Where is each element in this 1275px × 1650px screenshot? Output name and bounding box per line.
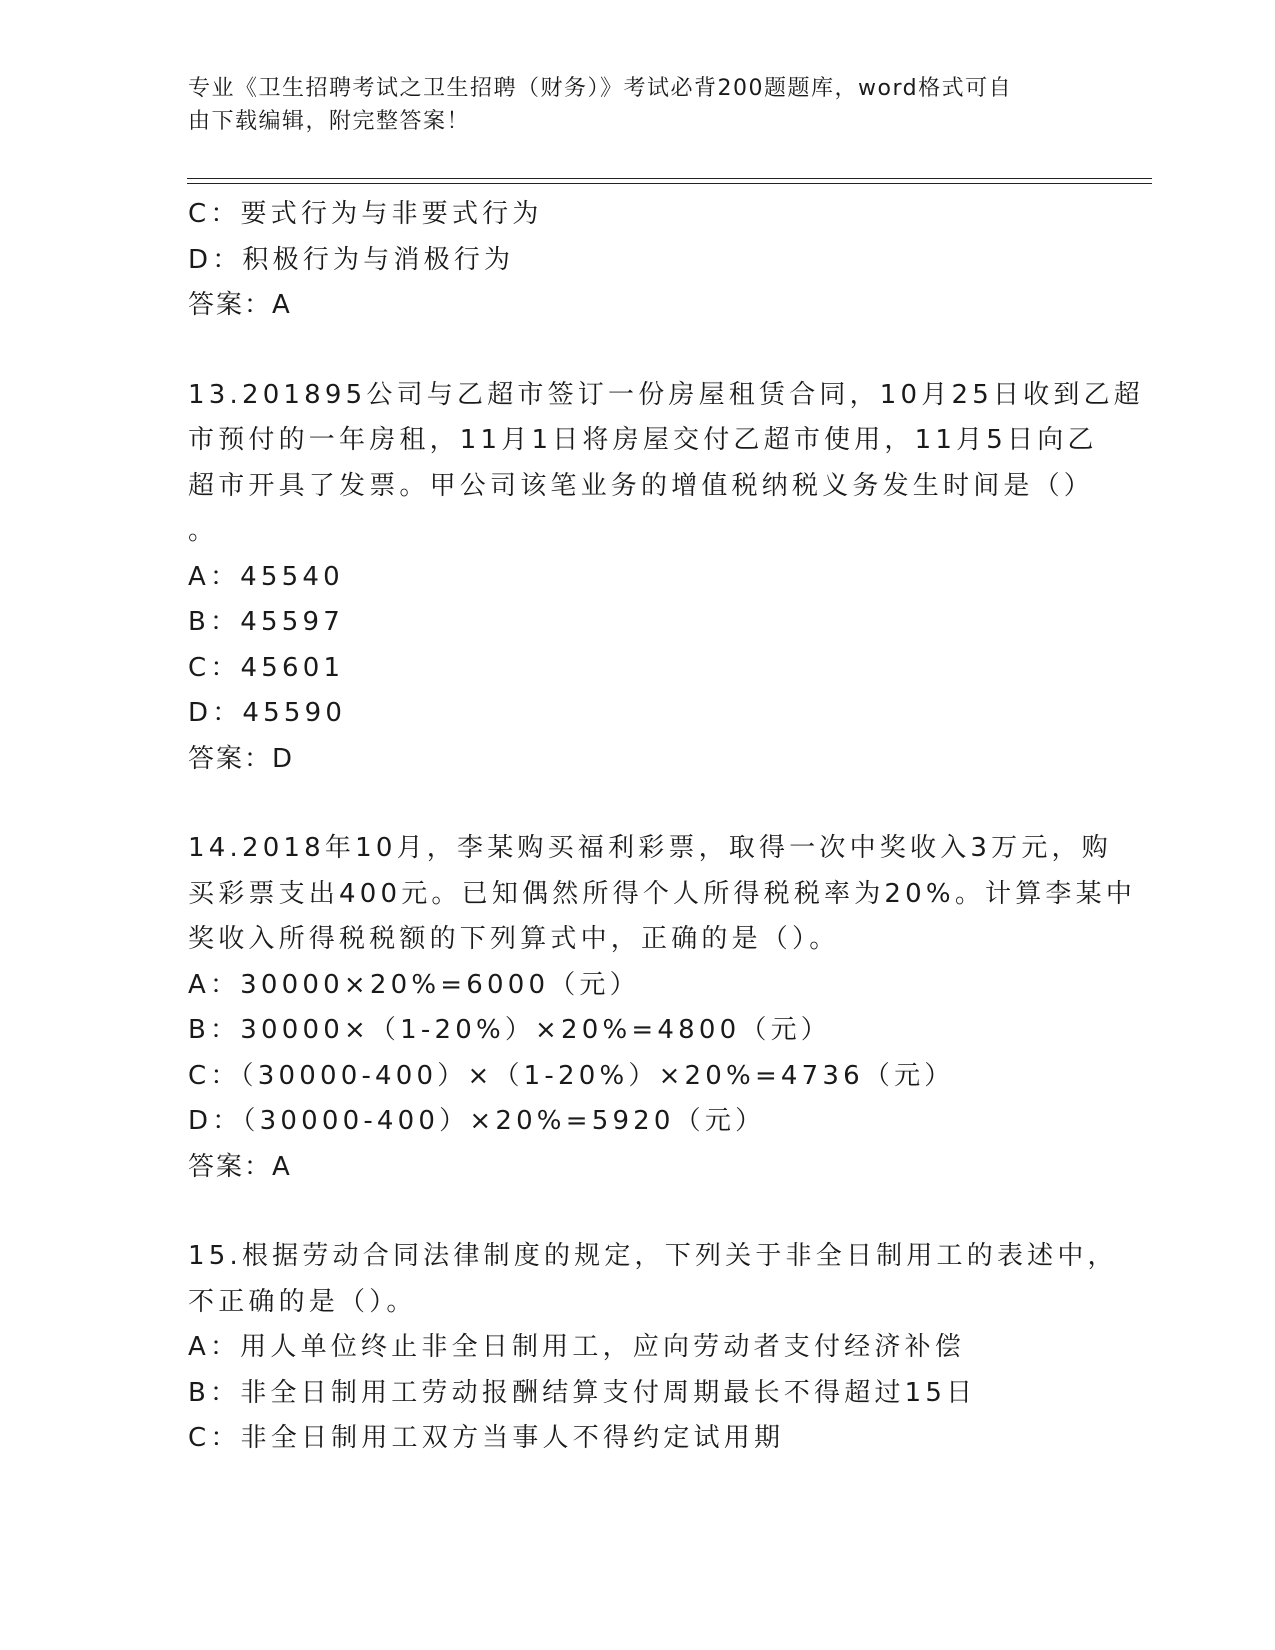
question-text-line: 不正确的是（）。	[188, 1286, 417, 1317]
question-text-line: 15.根据劳动合同法律制度的规定，下列关于非全日制用工的表述中，	[188, 1241, 1118, 1271]
question-spacer	[188, 782, 1078, 826]
option-c: C：非全日制用工双方当事人不得约定试用期	[188, 1423, 785, 1453]
header-divider-bottom	[187, 183, 1152, 184]
question-14	[188, 826, 1137, 1190]
question-text-line: 市预付的一年房租，11月1日将房屋交付乙超市使用，11月5日向乙	[188, 425, 1098, 455]
option-d: D：45590	[188, 698, 347, 728]
header-divider-top	[187, 178, 1152, 179]
answer-line: 答案：D	[188, 743, 295, 774]
question-text-line: 超市开具了发票。甲公司该笔业务的增值税纳税义务发生时间是（）	[188, 470, 1095, 501]
question-text-line: 买彩票支出400元。已知偶然所得个人所得税税率为20%。计算李某中	[188, 878, 1137, 909]
document-header	[188, 72, 1088, 138]
question-text	[188, 373, 1144, 555]
option-d: D：积极行为与消极行为	[188, 244, 515, 275]
option-b: B：30000×（1-20%）×20%=4800（元）	[188, 1015, 831, 1045]
option-c: C：（30000-400）×（1-20%）×20%=4736（元）	[188, 1060, 955, 1091]
question-12-tail	[188, 192, 1078, 329]
header-line-1: 专业《卫生招聘考试之卫生招聘（财务）》考试必背200题题库，word格式可自	[188, 76, 1013, 101]
answer-line: 答案：A	[188, 290, 292, 320]
option-a: A：30000×20%=6000（元）	[188, 969, 640, 1000]
question-spacer	[188, 1190, 1078, 1234]
question-15	[188, 1234, 1118, 1462]
question-list	[188, 192, 1144, 1462]
question-text-line: 。	[188, 516, 219, 546]
header-line-2: 由下载编辑，附完整答案！	[188, 109, 471, 134]
question-text-line: 奖收入所得税税额的下列算式中，正确的是（）。	[188, 924, 840, 954]
option-d: D：（30000-400）×20%=5920（元）	[188, 1106, 766, 1136]
answer-line: 答案：A	[188, 1151, 292, 1182]
question-text	[188, 826, 1137, 963]
question-text	[188, 1234, 1118, 1325]
option-b: B：非全日制用工劳动报酬结算支付周期最长不得超过15日	[188, 1377, 977, 1408]
question-spacer	[188, 329, 1078, 373]
option-c: C：要式行为与非要式行为	[188, 199, 543, 229]
option-b: B：45597	[188, 607, 344, 637]
question-13	[188, 373, 1144, 783]
option-a: A：用人单位终止非全日制用工，应向劳动者支付经济补偿	[188, 1332, 965, 1362]
option-a: A：45540	[188, 561, 344, 592]
option-c: C：45601	[188, 652, 345, 683]
question-text-line: 14.2018年10月，李某购买福利彩票，取得一次中奖收入3万元，购	[188, 833, 1112, 863]
question-text-line: 13.201895公司与乙超市签订一份房屋租赁合同，10月25日收到乙超	[188, 379, 1144, 410]
